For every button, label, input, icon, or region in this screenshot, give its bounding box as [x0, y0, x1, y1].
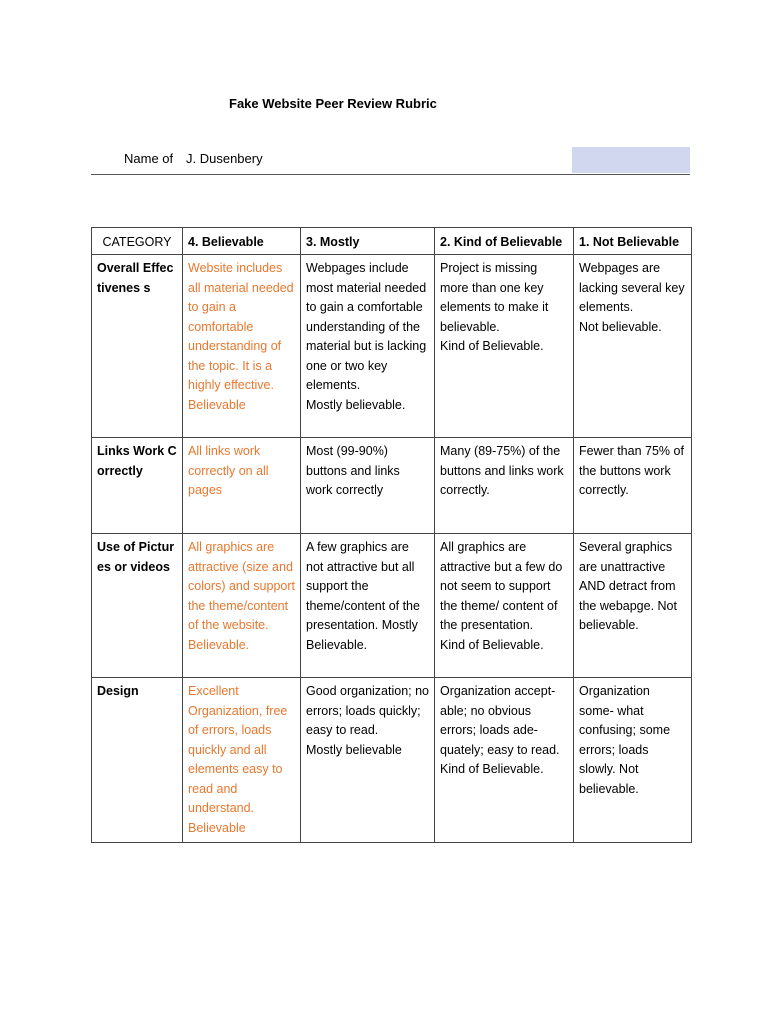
- not-believable-cell: Several graphics are unattractive AND detract from the webapge. Not believable.: [574, 534, 692, 678]
- table-row: [92, 438, 692, 534]
- not-believable-cell: Fewer than 75% of the buttons work correctly.: [574, 438, 692, 534]
- header-category: CATEGORY: [92, 228, 183, 255]
- category-cell: Use of Pictures or videos: [92, 534, 183, 678]
- believable-cell: Website includes all material needed to gain a comfortable understanding of the topic. It is a highly effective. Believable: [183, 255, 301, 438]
- name-label: Name of: [124, 151, 174, 166]
- page-title: Fake Website Peer Review Rubric: [229, 96, 437, 111]
- category-cell: Links Work Correctly: [92, 438, 183, 534]
- name-row: [91, 147, 690, 175]
- category-cell: Overall Effectivenes s: [92, 255, 183, 438]
- believable-cell: Excellent Organization, free of errors, loads quickly and all elements easy to read and understand. Believable: [183, 678, 301, 843]
- mostly-believable-cell: Webpages include most material needed to gain a comfortable understanding of the material but is lacking one or two key elements. Mostly believable.: [301, 255, 435, 438]
- mostly-believable-cell: A few graphics are not attractive but all support the theme/content of the presentation. Mostly Believable.: [301, 534, 435, 678]
- name-value: J. Dusenbery: [186, 151, 263, 166]
- believable-cell: All links work correctly on all pages: [183, 438, 301, 534]
- kind-of-believable-cell: Project is missing more than one key elements to make it believable. Kind of Believable.: [435, 255, 574, 438]
- name-field-box: [572, 147, 690, 173]
- mostly-believable-cell: Good organization; no errors; loads quickly; easy to read. Mostly believable: [301, 678, 435, 843]
- rubric-table: [91, 227, 692, 843]
- table-row: [92, 534, 692, 678]
- kind-of-believable-cell: Many (89-75%) of the buttons and links work correctly.: [435, 438, 574, 534]
- header-not-believable: 1. Not Believable: [574, 228, 692, 255]
- header-believable: 4. Believable: [183, 228, 301, 255]
- mostly-believable-cell: Most (99-90%) buttons and links work correctly: [301, 438, 435, 534]
- not-believable-cell: Webpages are lacking several key elements. Not believable.: [574, 255, 692, 438]
- table-row: [92, 678, 692, 843]
- table-row: [92, 255, 692, 438]
- believable-cell: All graphics are attractive (size and colors) and support the theme/content of the website. Believable.: [183, 534, 301, 678]
- kind-of-believable-cell: Organization accept-able; no obvious errors; loads ade-quately; easy to read. Kind of Believable.: [435, 678, 574, 843]
- header-kind-of-believable: 2. Kind of Believable: [435, 228, 574, 255]
- header-mostly-believable: 3. Mostly: [301, 228, 435, 255]
- kind-of-believable-cell: All graphics are attractive but a few do not seem to support the theme/ content of the presentation. Kind of Believable.: [435, 534, 574, 678]
- not-believable-cell: Organization some- what confusing; some errors; loads slowly. Not believable.: [574, 678, 692, 843]
- header-row: [92, 228, 692, 255]
- category-cell: Design: [92, 678, 183, 843]
